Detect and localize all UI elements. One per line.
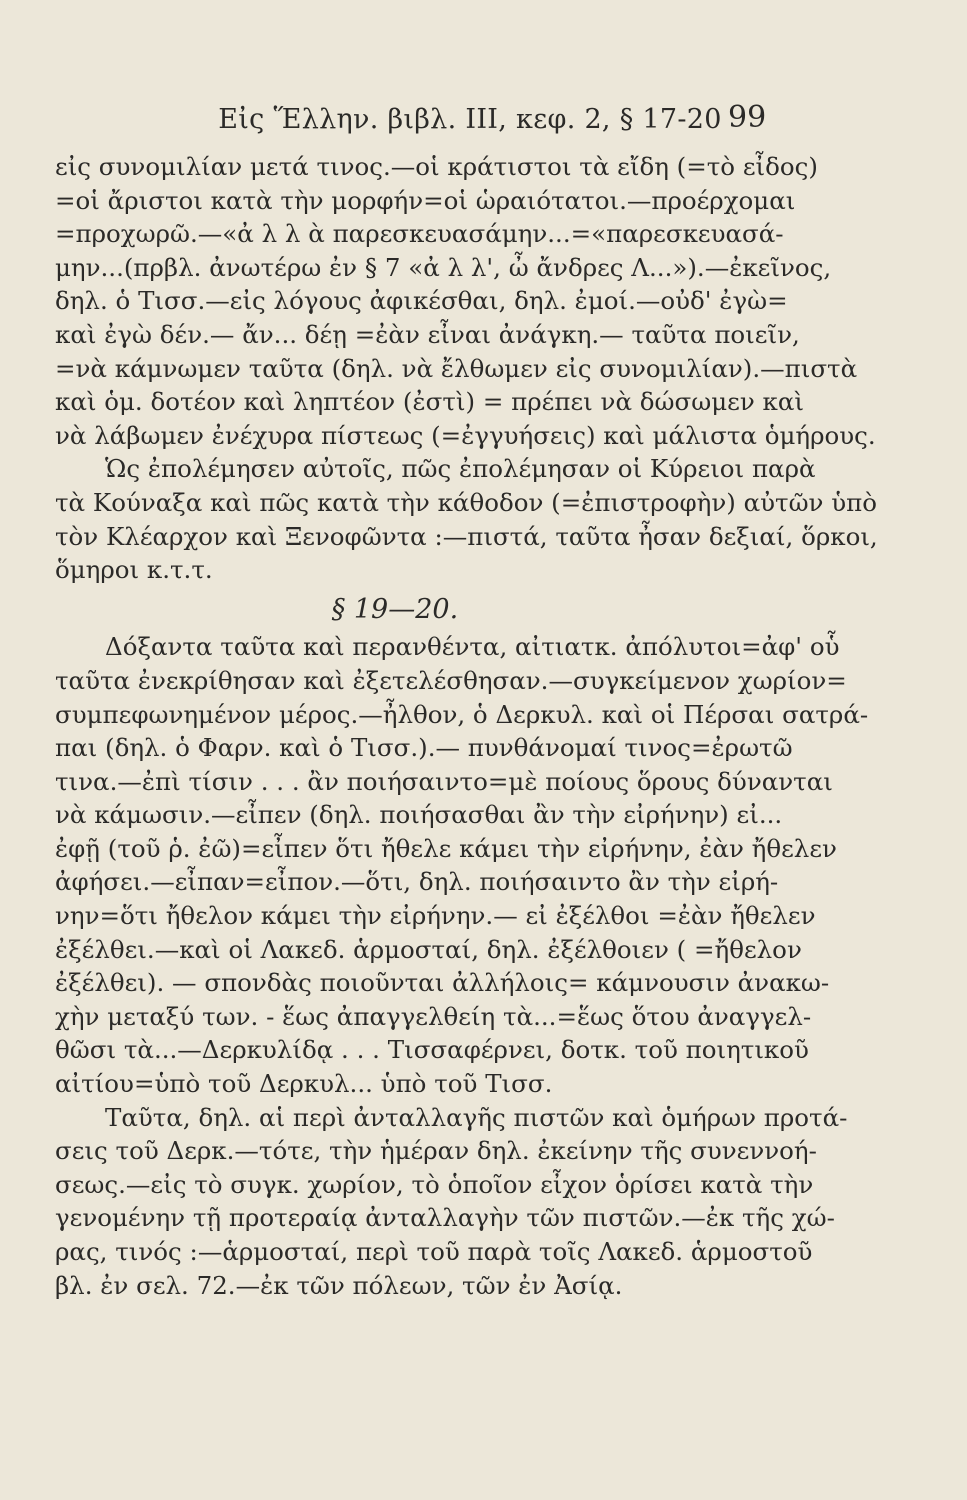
text-line: γενομένην τῇ προτεραίᾳ ἀνταλλαγὴν τῶν πιστῶν.—ἐκ τῆς χώ- [55, 1203, 835, 1233]
commentary-text [55, 150, 878, 1302]
text-line: θῶσι τὰ...—Δερκυλίδᾳ . . . Τισσαφέρνει, δοτκ. τοῦ ποιητικοῦ [55, 1035, 809, 1065]
text-line: τὸν Κλέαρχον καὶ Ξενοφῶντα :—πιστά, ταῦτα ἦσαν δεξιαί, ὅρκοι, [55, 521, 878, 551]
text-line: ὅμηροι κ.τ.τ. [55, 555, 213, 585]
section-heading: § 19—20. [331, 593, 459, 625]
text-line: συμπεφωνημένον μέρος.—ἦλθον, ὁ Δερκυλ. καὶ οἱ Πέρσαι σατρά- [55, 699, 869, 729]
text-line: =προχωρῶ.—«ἀ λ λ ὰ παρεσκευασάμην...=«παρεσκευασά- [55, 219, 784, 249]
text-line: =νὰ κάμνωμεν ταῦτα (δηλ. νὰ ἔλθωμεν εἰς συνομιλίαν).—πιστὰ [55, 353, 858, 383]
running-header: Εἰς Ἕλλην. βιβλ. III, κεφ. 2, § 17-20 [218, 104, 722, 135]
text-line: τὰ Κούναξα καὶ πῶς κατὰ τὴν κάθοδον (=ἐπιστροφὴν) αὐτῶν ὑπὸ [55, 487, 877, 517]
text-line: ρας, τινός :—ἁρμοσταί, περὶ τοῦ παρὰ τοῖς Λακεδ. ἁρμοστοῦ [55, 1237, 813, 1266]
text-line: δηλ. ὁ Τισσ.—εἰς λόγους ἀφικέσθαι, δηλ. ἐμοί.—οὐδ' ἐγὼ= [55, 286, 788, 316]
text-line: ταῦτα ἐνεκρίθησαν καὶ ἐξετελέσθησαν.—συγκείμενον χωρίον= [55, 665, 847, 695]
text-line: Ὡς ἐπολέμησεν αὐτοῖς, πῶς ἐπολέμησαν οἱ Κύρειοι παρὰ [105, 454, 816, 484]
text-line: νην=ὅτι ἤθελον κάμει τὴν εἰρήνην.— εἰ ἐξέλθοι =ἐὰν ἤθελεν [55, 901, 816, 931]
text-line: Δόξαντα ταῦτα καὶ περανθέντα, αἰτιατκ. ἀπόλυτοι=ἀφ' οὗ [105, 632, 840, 662]
text-line: τινα.—ἐπὶ τίσιν . . . ἂν ποιήσαιντο=μὲ ποίους ὅρους δύνανται [55, 766, 833, 796]
text-line: μην...(πρβλ. ἀνωτέρω ἐν § 7 «ἀ λ λ', ὦ ἄνδρες Λ...»).—ἐκεῖνος, [55, 252, 832, 282]
text-line: ἀφήσει.—εἶπαν=εἶπον.—ὅτι, δηλ. ποιήσαιντο ἂν τὴν εἰρή- [55, 867, 779, 897]
text-line: Ταῦτα, δηλ. αἱ περὶ ἀνταλλαγῆς πιστῶν καὶ ὁμήρων προτά- [105, 1102, 848, 1132]
text-line: χὴν μεταξύ των. - ἕως ἀπαγγελθείη τὰ...=ἕως ὅτου ἀναγγελ- [55, 1001, 812, 1031]
text-line: σεως.—εἰς τὸ συγκ. χωρίον, τὸ ὁποῖον εἶχον ὁρίσει κατὰ τὴν [55, 1169, 814, 1199]
text-line: ἐξέλθει.—καὶ οἱ Λακεδ. ἁρμοσταί, δηλ. ἐξέλθοιεν ( =ἤθελον [55, 934, 802, 964]
text-line: βλ. ἐν σελ. 72.—ἐκ τῶν πόλεων, τῶν ἐν Ἀσίᾳ. [55, 1270, 623, 1300]
page-number: 99 [728, 100, 767, 135]
text-line: ἐφῇ (τοῦ ῥ. ἐῶ)=εἶπεν ὅτι ἤθελε κάμει τὴν εἰρήνην, ἐὰν ἤθελεν [55, 833, 837, 863]
text-line: νὰ κάμωσιν.—εἶπεν (δηλ. ποιήσασθαι ἂν τὴν εἰρήνην) εἰ... [55, 800, 783, 830]
text-line: αἰτίου=ὑπὸ τοῦ Δερκυλ... ὑπὸ τοῦ Τισσ. [55, 1069, 553, 1099]
text-line: νὰ λάβωμεν ἐνέχυρα πίστεως (=ἐγγυήσεις) καὶ μάλιστα ὁμήρους. [55, 420, 876, 450]
text-line: =οἱ ἄριστοι κατὰ τὴν μορφήν=οἱ ὡραιότατοι.—προέρχομαι [55, 185, 796, 215]
text-line: καὶ ἐγὼ δέν.— ἄν... δέῃ =ἐὰν εἶναι ἀνάγκη.— ταῦτα ποιεῖν, [55, 319, 800, 349]
text-line: καὶ ὁμ. δοτέον καὶ ληπτέον (ἐστὶ) = πρέπει νὰ δώσωμεν καὶ [55, 387, 804, 417]
text-line: ἐξέλθει). — σπονδὰς ποιοῦνται ἀλλήλοις= κάμνουσιν ἀνακω- [55, 968, 830, 998]
text-line: σεις τοῦ Δερκ.—τότε, τὴν ἡμέραν δηλ. ἐκείνην τῆς συνεννοή- [55, 1136, 817, 1166]
text-line: εἰς συνομιλίαν μετά τινος.—οἱ κράτιστοι τὰ εἴδη (=τὸ εἶδος) [55, 152, 818, 181]
text-line: παι (δηλ. ὁ Φαρν. καὶ ὁ Τισσ.).— πυνθάνομαί τινος=ἐρωτῶ [55, 733, 793, 763]
